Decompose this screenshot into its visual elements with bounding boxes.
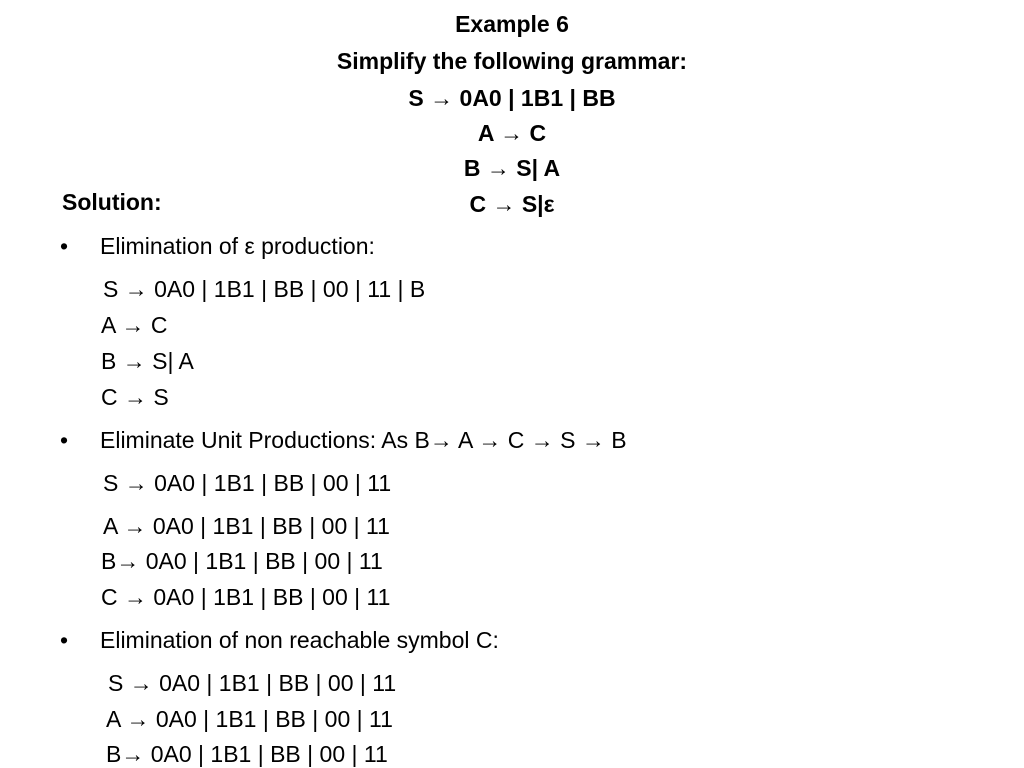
step-heading: Elimination of non reachable symbol C:: [100, 627, 499, 653]
grammar-rule-a: A → C: [477, 120, 547, 146]
step-epsilon-elimination: [60, 228, 375, 264]
step-heading: Eliminate Unit Productions: As B→ A → C → S → B: [100, 427, 627, 453]
grammar-rule-c: C → S|ε: [469, 191, 555, 217]
grammar-rule-s: S → 0A0 | 1B1 | BB: [408, 85, 616, 111]
bullet-icon: •: [60, 233, 69, 259]
bullet-icon: •: [60, 427, 69, 453]
production-line: A → C: [101, 312, 168, 338]
production-line: B → S| A: [101, 348, 194, 374]
step-heading: Elimination of ε production:: [100, 233, 375, 259]
step-unit-elimination: [60, 422, 627, 458]
production-line: C → S: [101, 384, 169, 410]
production-line: B→ 0A0 | 1B1 | BB | 00 | 11: [106, 741, 388, 767]
production-line: A → 0A0 | 1B1 | BB | 00 | 11: [103, 513, 390, 539]
production-line: B→ 0A0 | 1B1 | BB | 00 | 11: [101, 548, 383, 574]
grammar-rule-b: B → S| A: [463, 155, 561, 181]
production-line: S → 0A0 | 1B1 | BB | 00 | 11: [108, 670, 397, 696]
production-line: S → 0A0 | 1B1 | BB | 00 | 11: [103, 470, 392, 496]
production-line: C → 0A0 | 1B1 | BB | 00 | 11: [101, 584, 391, 610]
solution-label: Solution:: [62, 189, 162, 215]
bullet-icon: •: [60, 627, 69, 653]
task-statement: Simplify the following grammar:: [336, 48, 688, 74]
production-line: S → 0A0 | 1B1 | BB | 00 | 11 | B: [103, 276, 426, 302]
example-title: Example 6: [455, 11, 569, 37]
step-unreachable-elimination: [60, 622, 499, 658]
production-line: A → 0A0 | 1B1 | BB | 00 | 11: [106, 706, 393, 732]
